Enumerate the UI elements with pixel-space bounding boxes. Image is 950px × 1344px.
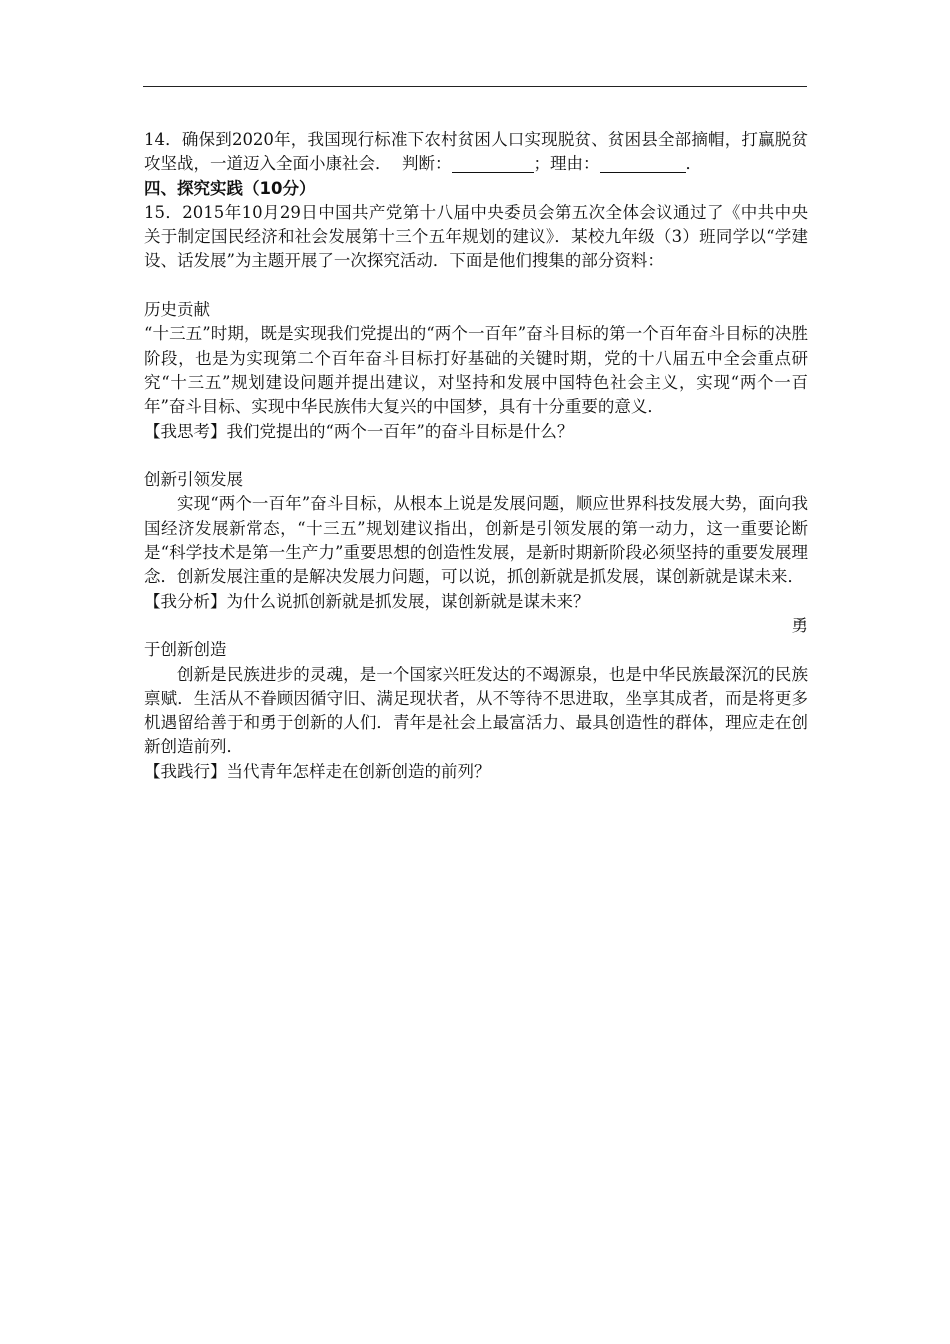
reason-answer-blank[interactable] <box>600 156 664 173</box>
part1-question: 【我思考】我们党提出的“两个一百年”的奋斗目标是什么？ <box>144 421 574 441</box>
q14-end: ． <box>685 154 702 174</box>
part2-title: 创新引领发展 <box>144 470 243 490</box>
q14-reason-label: ；理由： <box>533 154 600 174</box>
question-15-intro: 15．2015年10月29日中国共产党第十八届中央委员会第五次全体会议通过了《中共中央关于制定国民经济和社会发展第十三个五年规划的建议》．某校九年级（3）班同学以“学建设、话发展”为主题开展了一次探究活动．下面是他们搜集的部分资料： <box>144 202 808 271</box>
part3-question: 【我践行】当代青年怎样走在创新创造的前列？ <box>144 761 491 781</box>
judge-answer-blank[interactable] <box>452 156 534 173</box>
part2-text: 实现“两个一百年”奋斗目标，从根本上说是发展问题，顺应世界科技发展大势，面向我国经济发展新常态，“十三五”规划建议指出，创新是引领发展的第一动力，这一重要论断是“科学技术是第一生产力”重要思想的创造性发展，是新时期新阶段必须坚持的重要发展理念．创新发展注重的是解决发展力问题，可以说，抓创新就是抓发展，谋创新就是谋未来． <box>144 494 808 587</box>
spacer <box>144 444 808 468</box>
q14-text: 14．确保到2020年，我国现行标准下农村贫困人口实现脱贫、贫困县全部摘帽，打赢脱贫攻坚战，一道迈入全面小康社会． <box>144 130 808 174</box>
part2-question: 【我分析】为什么说抓创新就是抓发展，谋创新就是谋未来？ <box>144 591 590 611</box>
header-rule <box>143 86 807 87</box>
q14-judge-label: 判断： <box>402 154 452 174</box>
reason-answer-blank-continued[interactable] <box>664 156 686 173</box>
spacer <box>144 274 808 298</box>
part1-title: 历史贡献 <box>144 300 210 320</box>
document-body <box>144 128 808 784</box>
part3-text: 创新是民族进步的灵魂，是一个国家兴旺发达的不竭源泉，也是中华民族最深沉的民族禀赋．生活从不眷顾因循守旧、满足现状者，从不等待不思进取，坐享其成者，而是将更多机遇留给善于和勇于创新的人们．青年是社会上最富活力、最具创造性的群体，理应走在创新创造前列． <box>144 664 808 757</box>
part1-text: “十三五”时期，既是实现我们党提出的“两个一百年”奋斗目标的第一个百年奋斗目标的决胜阶段，也是为实现第二个百年奋斗目标打好基础的关键时期，党的十八届五中全会重点研究“十三五”规划建设问题并提出建议，对坚持和发展中国特色社会主义，实现“两个一百年”奋斗目标、实现中华民族伟大复兴的中国梦，具有十分重要的意义． <box>144 324 808 417</box>
part3-title-first-char: 勇 <box>791 615 808 635</box>
section-4-heading: 四、探究实践（10分） <box>144 178 316 198</box>
question-14 <box>144 128 808 177</box>
part3-title-rest: 于创新创造 <box>144 640 227 660</box>
